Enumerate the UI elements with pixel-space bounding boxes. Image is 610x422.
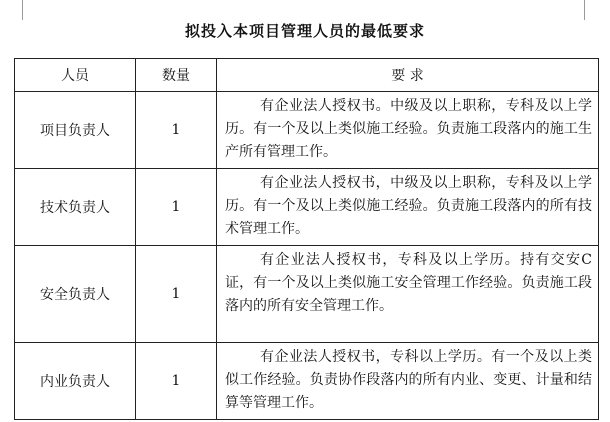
requirements-table	[14, 58, 599, 420]
page-corner-mark	[22, 0, 23, 20]
quantity-cell: 1	[136, 92, 217, 169]
table-row	[15, 169, 599, 246]
table-header-row	[15, 59, 599, 92]
person-cell: 安全负责人	[15, 246, 136, 343]
requirements-cell: 有企业法人授权书，中级及以上职称，专科及以上学历。有一个及以上类似施工经验。负责施工段落内的所有技术管理工作。	[217, 169, 599, 246]
requirements-cell: 有企业法人授权书，专科及以上学历。持有交安C证，有一个及以上类似施工安全管理工作经验。负责施工段落内的所有安全管理工作。	[217, 246, 599, 343]
document-title: 拟投入本项目管理人员的最低要求	[184, 22, 425, 40]
requirements-cell: 有企业法人授权书，专科以上学历。有一个及以上类似工作经验。负责协作段落内的所有内业、变更、计量和结算等管理工作。	[217, 343, 599, 420]
quantity-cell: 1	[136, 343, 217, 420]
quantity-cell: 1	[136, 169, 217, 246]
header-person: 人员	[15, 59, 136, 92]
person-cell: 技术负责人	[15, 169, 136, 246]
person-cell: 项目负责人	[15, 92, 136, 169]
table-row	[15, 343, 599, 420]
header-requirements: 要 求	[217, 59, 599, 92]
table-row	[15, 246, 599, 343]
requirements-cell: 有企业法人授权书。中级及以上职称，专科及以上学历。有一个及以上类似施工经验。负责施工段落内的施工生产所有管理工作。	[217, 92, 599, 169]
page-corner-mark	[584, 0, 585, 20]
quantity-cell: 1	[136, 246, 217, 343]
table-row	[15, 92, 599, 169]
header-quantity: 数量	[136, 59, 217, 92]
person-cell: 内业负责人	[15, 343, 136, 420]
